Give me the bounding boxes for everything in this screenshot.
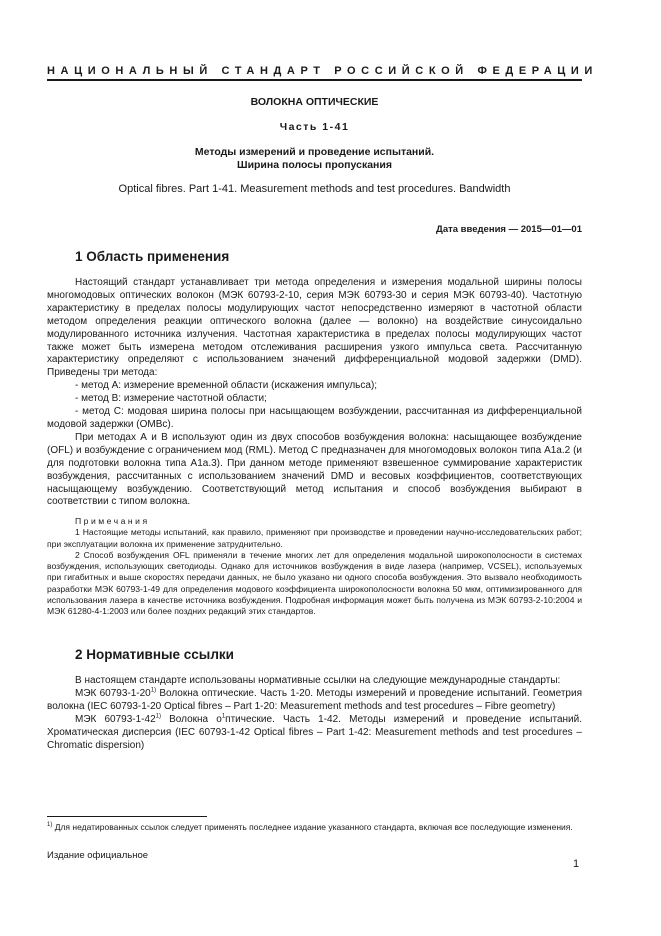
section-1-heading: 1 Область применения [75, 249, 230, 264]
footnote-text [47, 822, 582, 833]
method-a-item: - метод А: измерение временной области (искажения импульса); [75, 380, 378, 392]
note-1: 1 Настоящие методы испытаний, как правило, применяют при производстве и проведении научно-исследовательских работ; при эксплуатации волокна их применение затруднительно. [47, 527, 582, 549]
introduction-date: Дата введения — 2015—01—01 [436, 224, 582, 235]
notes-block [47, 516, 582, 618]
reference-2-text-a: Волокна о [160, 713, 222, 725]
note-2: 2 Способ возбуждения OFL применяли в течение многих лет для определения модальной широкополосности в системах возбуждения, использующих светодиоды. Однако для источников возбуждения в виде лазера (например, VCSEL), используемых при гигабитных и выше скоростях передачи данных, не было указано ни одного способа возбуждения. Это вызвало необходимость разработки МЭК 60793-1-49 для определения модового коэффициента широкополосности волокна 50 мкм, оптимизированного для использования лазера в качестве источника возбуждения. Подробная информация может быть получена из МЭК 60793-2-10:2004 и МЭК 61280-4-1:2003 или более поздних редакций этих стандартов. [47, 549, 582, 617]
section-1-body [47, 277, 582, 509]
section-1-paragraph-1: Настоящий стандарт устанавливает три метода определения и измерения модальной ширины полосы многомодовых оптических волокон (МЭК 60793-2-10, серия МЭК 60793-30 и серия МЭК 60793-40). Частотную характеристику в пределах полосы модулирующих частот непосредственно измеряют в частотной области методом определения реакции оптического волокна (далее — волокно) на воздействие синусоидально модулированного источника излучения. Частотная характеристика в пределах полосы модулирующих частот также может быть измерена методом отслеживания расширения узкого импульса света. Рассчитанную характеристику определяют с использованием значений дифференциальной модовой задержки (DMD). Приведены три метода: [47, 277, 582, 379]
footnote-rule [47, 816, 207, 817]
subtitle-line-2: Ширина полосы пропускания [237, 159, 392, 171]
section-2-body [47, 675, 582, 752]
reference-2-stray-mark: 1 [221, 713, 226, 720]
subtitle-line-1: Методы измерений и проведение испытаний. [194, 146, 435, 158]
footnote [47, 822, 582, 833]
notes-title: Примечания [75, 516, 150, 526]
page-number: 1 [573, 858, 580, 870]
header-rule [47, 79, 582, 81]
footnote-body: Для недатированных ссылок следует применять последнее издание указанного стандарта, включая все последующие изменения. [52, 822, 573, 832]
reference-2 [47, 714, 582, 753]
reference-1-code: МЭК 60793-1-20 [75, 687, 151, 699]
footnote-mark: 1) [47, 822, 53, 829]
document-title: ВОЛОКНА ОПТИЧЕСКИЕ [250, 96, 379, 108]
reference-1-text: Волокна оптические. Часть 1-20. Методы измерений и проведение испытаний. Геометрия волокна (IEC 60793-1-20 Optical fibres – Part 1-20: Measurement methods and test procedures – Fibre geometry) [47, 687, 582, 712]
standard-banner: НАЦИОНАЛЬНЫЙ СТАНДАРТ РОССИЙСКОЙ ФЕДЕРАЦИИ [47, 65, 598, 77]
english-title: Optical fibres. Part 1-41. Measurement methods and test procedures. Bandwidth [118, 183, 511, 195]
section-2-heading: 2 Нормативные ссылки [75, 647, 234, 662]
section-2-paragraph-1: В настоящем стандарте использованы нормативные ссылки на следующие международные стандарты: [75, 675, 561, 686]
reference-2-text-b: птические. Часть 1-42. Методы измерений и проведение испытаний. Хроматическая дисперсия (IEC 60793-1-42 Optical fibres – Part 1-42: Measurement methods and test procedures – Chromatic dispersion) [47, 713, 582, 751]
reference-1-footnote-mark: 1) [150, 687, 157, 694]
section-1-paragraph-2: При методах А и В используют один из двух способов возбуждения волокна: насыщающее возбуждение (OFL) и возбуждение с ограничением мод (RML). Метод С предназначен для многомодовых волокон типа А1а.2 (и для подготовки волокна типа А1а.3). При данном методе применяют взвешенное суммирование характеристик возбуждения, рассчитанных с использованием значений DMD и весовых коэффициентов, соответствующих насыщающему возбуждению. Соответствующий метод испытания и способ возбуждения выбирают в соответствии с типом волокна. [47, 431, 582, 508]
method-b-item: - метод В: измерение частотной области; [75, 393, 267, 405]
reference-2-code: МЭК 60793-1-42 [75, 713, 156, 725]
document-part: Часть 1-41 [279, 121, 350, 133]
reference-2-footnote-mark: 1) [155, 713, 161, 720]
edition-label: Издание официальное [47, 850, 149, 861]
reference-1 [47, 688, 582, 714]
method-c-item: - метод С: модовая ширина полосы при насыщающем возбуждении, рассчитанная из дифференциальной модовой задержки (OMBc). [47, 406, 582, 430]
document-subtitle [47, 146, 582, 172]
